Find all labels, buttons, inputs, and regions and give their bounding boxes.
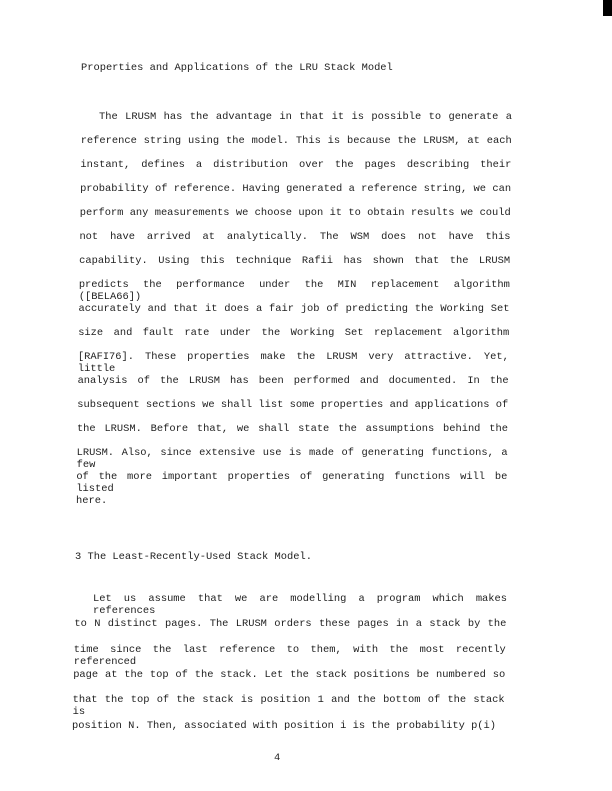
- text-line: that the top of the stack is position 1 and the bottom of the stack is: [72, 694, 505, 719]
- text-line: accurately and that it does a fair job of predicting the Working Set: [78, 303, 510, 315]
- text-line: to N distinct pages. The LRUSM orders these pages in a stack by the: [74, 618, 507, 631]
- text-line: LRUSM. Also, since extensive use is made of generating functions, a few: [76, 447, 508, 471]
- text-line: reference string using the model. This is because the LRUSM, at each: [80, 135, 512, 147]
- text-line: instant, defines a distribution over the pages describing their: [80, 159, 512, 171]
- text-line: perform any measurements we choose upon it to obtain results we could: [79, 207, 511, 219]
- text-line: predicts the performance under the MIN replacement algorithm ([BELA66]): [78, 279, 510, 303]
- text-line: analysis of the LRUSM has been performed and documented. In the: [77, 375, 509, 387]
- text-line: of the more important properties of generating functions will be listed: [76, 471, 508, 495]
- text-line: the LRUSM. Before that, we shall state the assumptions behind the: [76, 423, 508, 435]
- text-line: [RAFI76]. These properties make the LRUSM very attractive. Yet, little: [77, 351, 509, 375]
- text-line: probability of reference. Having generated a reference string, we can: [80, 183, 512, 195]
- page-number: 4: [274, 752, 281, 764]
- text-line: capability. Using this technique Rafii has shown that the LRUSM: [79, 255, 511, 267]
- text-line: not have arrived at analytically. The WSM does not have this: [79, 231, 511, 243]
- text-line: here.: [76, 495, 108, 507]
- document-title: Properties and Applications of the LRU Stack Model: [81, 62, 393, 74]
- section-heading: 3 The Least-Recently-Used Stack Model.: [75, 551, 312, 563]
- text-line: size and fault rate under the Working Set replacement algorithm: [78, 327, 510, 339]
- text-line: subsequent sections we shall list some properties and applications of: [77, 399, 509, 411]
- text-line: time since the last reference to them, with the most recently referenced: [73, 643, 506, 668]
- text-line: page at the top of the stack. Let the stack positions be numbered so: [73, 668, 506, 681]
- text-line: The LRUSM has the advantage in that it is possible to generate a: [99, 111, 512, 123]
- text-line: position N. Then, associated with position i is the probability p(i): [72, 719, 497, 732]
- text-line: Let us assume that we are modelling a program which makes references: [93, 593, 507, 617]
- scan-artifact-mark: [603, 0, 612, 16]
